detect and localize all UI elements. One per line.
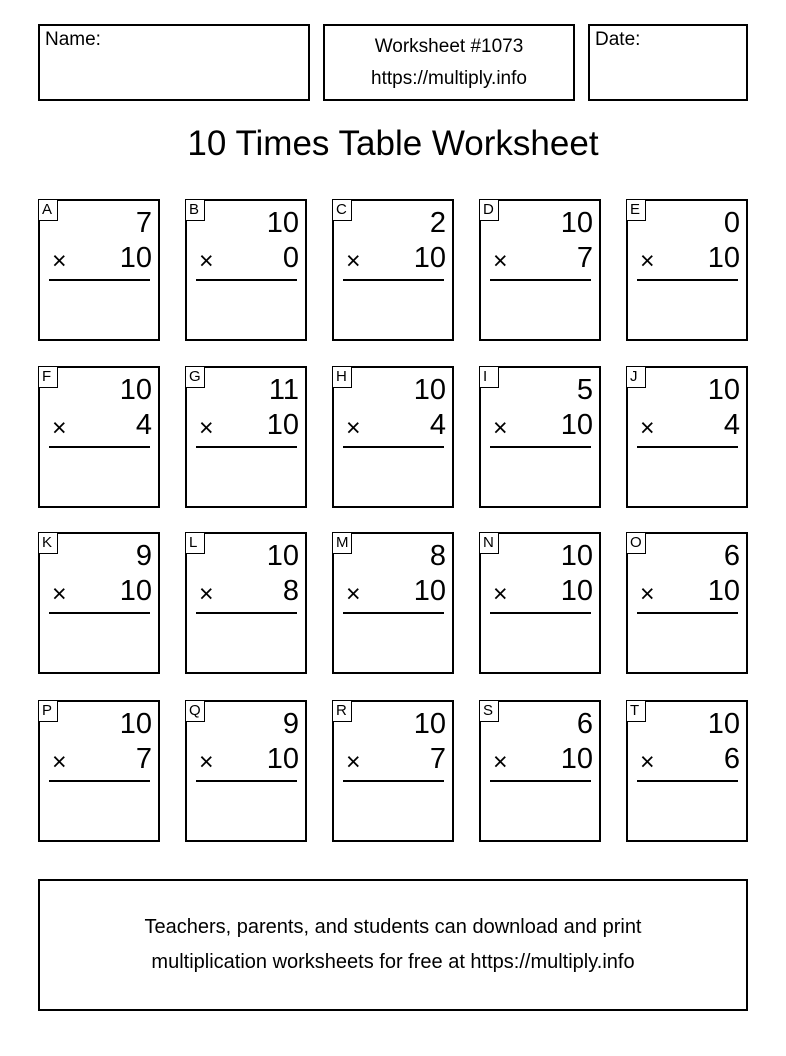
answer-line	[637, 612, 738, 614]
problem-card	[479, 532, 601, 674]
problem-card	[38, 199, 160, 341]
multiplicand: 10	[707, 708, 740, 740]
multiply-sign: ×	[199, 748, 214, 776]
multiplicand: 10	[119, 374, 152, 406]
multiply-sign: ×	[199, 414, 214, 442]
multiply-sign: ×	[493, 414, 508, 442]
multiply-sign: ×	[640, 580, 655, 608]
problem-letter: A	[38, 199, 58, 221]
answer-line	[343, 279, 444, 281]
multiplier: 10	[707, 575, 740, 607]
multiply-sign: ×	[52, 247, 67, 275]
multiplicand: 0	[723, 207, 740, 239]
problem-card	[185, 700, 307, 842]
multiplier: 4	[135, 409, 152, 441]
answer-line	[490, 780, 591, 782]
problem-letter: R	[332, 700, 352, 722]
problem-card	[479, 366, 601, 508]
answer-line	[343, 446, 444, 448]
answer-line	[490, 446, 591, 448]
problem-letter: M	[332, 532, 352, 554]
problem-letter: K	[38, 532, 58, 554]
answer-line	[343, 780, 444, 782]
multiplier: 10	[119, 575, 152, 607]
answer-line	[196, 780, 297, 782]
problem-card	[38, 700, 160, 842]
multiply-sign: ×	[199, 247, 214, 275]
multiplier: 8	[282, 575, 299, 607]
problem-card	[38, 366, 160, 508]
multiply-sign: ×	[52, 748, 67, 776]
multiply-sign: ×	[52, 580, 67, 608]
problem-card	[38, 532, 160, 674]
problem-letter: F	[38, 366, 58, 388]
answer-line	[49, 612, 150, 614]
answer-line	[49, 780, 150, 782]
problem-letter: B	[185, 199, 205, 221]
answer-line	[196, 612, 297, 614]
answer-line	[637, 446, 738, 448]
problem-card	[332, 532, 454, 674]
problem-card	[479, 700, 601, 842]
multiplier: 4	[723, 409, 740, 441]
problem-letter: I	[479, 366, 499, 388]
problem-letter: P	[38, 700, 58, 722]
problem-letter: Q	[185, 700, 205, 722]
answer-line	[343, 612, 444, 614]
multiplier: 7	[429, 743, 446, 775]
multiply-sign: ×	[493, 580, 508, 608]
answer-line	[49, 279, 150, 281]
problem-card	[626, 700, 748, 842]
multiplicand: 9	[282, 708, 299, 740]
multiplicand: 10	[707, 374, 740, 406]
multiplier: 10	[266, 743, 299, 775]
multiplicand: 5	[576, 374, 593, 406]
multiplicand: 10	[560, 207, 593, 239]
multiplier: 10	[707, 242, 740, 274]
name-label: Name:	[45, 29, 101, 50]
multiply-sign: ×	[493, 247, 508, 275]
problem-card	[626, 366, 748, 508]
worksheet-number: Worksheet #1073	[374, 36, 524, 57]
problem-card	[185, 366, 307, 508]
multiply-sign: ×	[640, 748, 655, 776]
multiplicand: 6	[576, 708, 593, 740]
multiplier: 0	[282, 242, 299, 274]
multiplier: 6	[723, 743, 740, 775]
multiplier: 7	[576, 242, 593, 274]
multiplicand: 2	[429, 207, 446, 239]
answer-line	[196, 279, 297, 281]
problem-letter: S	[479, 700, 499, 722]
multiplicand: 10	[119, 708, 152, 740]
multiplier: 10	[560, 409, 593, 441]
problem-letter: O	[626, 532, 646, 554]
problem-letter: G	[185, 366, 205, 388]
problem-card	[332, 700, 454, 842]
multiplier: 7	[135, 743, 152, 775]
problem-card	[332, 366, 454, 508]
multiply-sign: ×	[640, 414, 655, 442]
problem-card	[626, 532, 748, 674]
problem-card	[479, 199, 601, 341]
multiply-sign: ×	[199, 580, 214, 608]
problem-letter: N	[479, 532, 499, 554]
problem-letter: H	[332, 366, 352, 388]
answer-line	[196, 446, 297, 448]
answer-line	[49, 446, 150, 448]
problem-card	[185, 199, 307, 341]
multiply-sign: ×	[346, 748, 361, 776]
multiplicand: 10	[560, 540, 593, 572]
multiply-sign: ×	[346, 247, 361, 275]
multiply-sign: ×	[493, 748, 508, 776]
multiplier: 10	[413, 575, 446, 607]
multiplicand: 10	[413, 708, 446, 740]
answer-line	[637, 279, 738, 281]
problem-letter: L	[185, 532, 205, 554]
problem-card	[332, 199, 454, 341]
multiply-sign: ×	[52, 414, 67, 442]
problem-letter: C	[332, 199, 352, 221]
problem-letter: E	[626, 199, 646, 221]
multiplier: 10	[119, 242, 152, 274]
multiply-sign: ×	[640, 247, 655, 275]
multiplicand: 10	[413, 374, 446, 406]
multiplicand: 9	[135, 540, 152, 572]
multiplicand: 11	[268, 374, 299, 406]
problem-letter: J	[626, 366, 646, 388]
multiplicand: 10	[266, 207, 299, 239]
footer-line-1: Teachers, parents, and students can download and print	[144, 916, 642, 938]
multiplier: 10	[413, 242, 446, 274]
multiplier: 10	[560, 743, 593, 775]
multiply-sign: ×	[346, 414, 361, 442]
problem-letter: D	[479, 199, 499, 221]
multiplier: 10	[560, 575, 593, 607]
multiplicand: 10	[266, 540, 299, 572]
problem-letter: T	[626, 700, 646, 722]
multiplicand: 6	[723, 540, 740, 572]
multiplicand: 7	[135, 207, 152, 239]
answer-line	[490, 279, 591, 281]
problem-card	[626, 199, 748, 341]
multiplier: 10	[266, 409, 299, 441]
worksheet-url: https://multiply.info	[371, 68, 527, 89]
footer-line-2: multiplication worksheets for free at https://multiply.info	[151, 951, 635, 973]
multiply-sign: ×	[346, 580, 361, 608]
problem-card	[185, 532, 307, 674]
answer-line	[637, 780, 738, 782]
footer-box	[38, 879, 748, 1011]
multiplicand: 8	[429, 540, 446, 572]
multiplier: 4	[429, 409, 446, 441]
answer-line	[490, 612, 591, 614]
date-label: Date:	[595, 29, 641, 50]
page-title: 10 Times Table Worksheet	[187, 124, 599, 163]
